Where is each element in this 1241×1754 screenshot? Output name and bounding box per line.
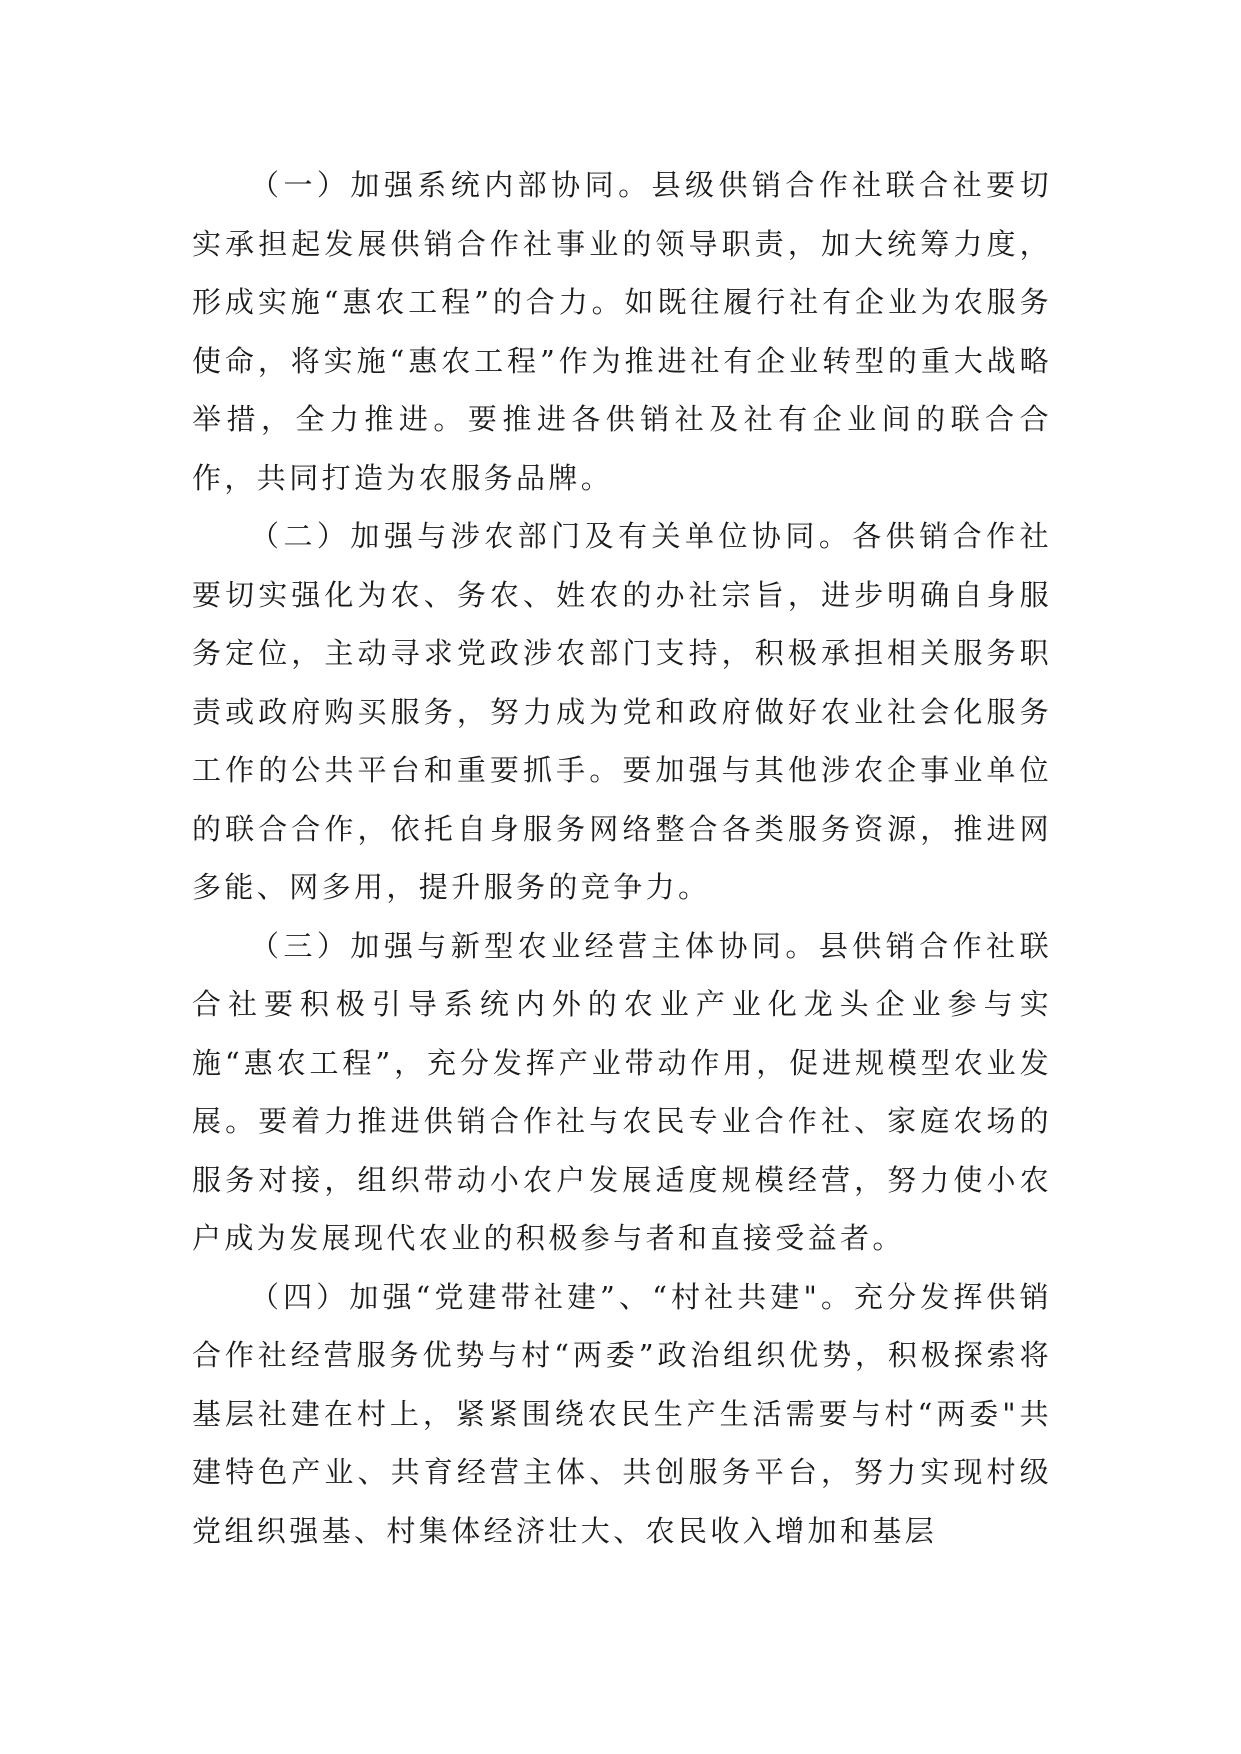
paragraph-2: （二）加强与涉农部门及有关单位协同。各供销合作社要切实强化为农、务农、姓农的办社宗旨，进步明确自身服务定位，主动寻求党政涉农部门支持，积极承担相关服务职责或政府购买服务，努力成为党和政府做好农业社会化服务工作的公共平台和重要抓手。要加强与其他涉农企事业单位的联合合作，依托自身服务网络整合各类服务资源，推进网多能、网多用，提升服务的竞争力。 <box>192 519 1052 904</box>
paragraph-1: （一）加强系统内部协同。县级供销合作社联合社要切实承担起发展供销合作社事业的领导职责，加大统筹力度，形成实施“惠农工程”的合力。如既往履行社有企业为农服务使命，将实施“惠农工程”作为推进社有企业转型的重大战略举措，全力推进。要推进各供销社及社有企业间的联合合作，共同打造为农服务品牌。 <box>192 168 1052 495</box>
document-body <box>192 156 1052 1560</box>
paragraph-3: （三）加强与新型农业经营主体协同。县供销合作社联合社要积极引导系统内外的农业产业化龙头企业参与实施“惠农工程”，充分发挥产业带动作用，促进规模型农业发展。要着力推进供销合作社与农民专业合作社、家庭农场的服务对接，组织带动小农户发展适度规模经营，努力使小农户成为发展现代农业的积极参与者和直接受益者。 <box>192 928 1052 1255</box>
paragraph-4: （四）加强“党建带社建”、“村社共建"。充分发挥供销合作社经营服务优势与村“两委”政治组织优势，积极探索将基层社建在村上，紧紧围绕农民生产生活需要与村“两委"共建特色产业、共育经营主体、共创服务平台，努力实现村级党组织强基、村集体经济壮大、农民收入增加和基层 <box>192 1279 1052 1548</box>
